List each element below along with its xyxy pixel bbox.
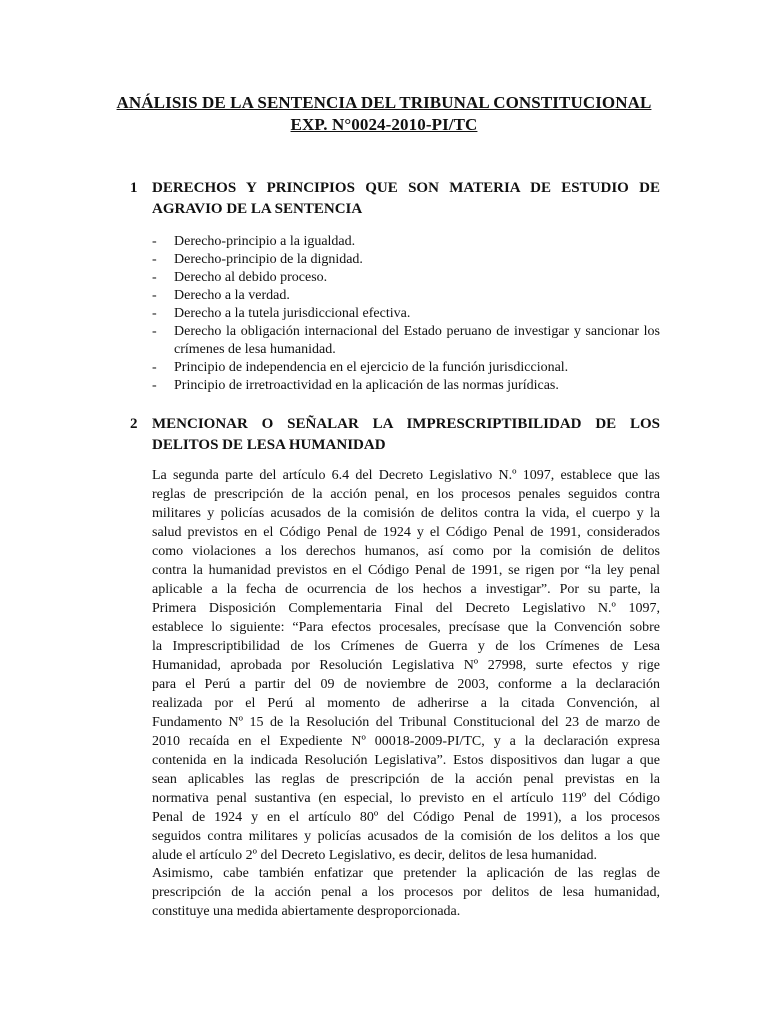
document-title-line-1: ANÁLISIS DE LA SENTENCIA DEL TRIBUNAL CONSTITUCIONAL bbox=[116, 93, 652, 112]
section-2-heading bbox=[152, 414, 660, 456]
paragraph-1-line: 2010 recaída en el Expediente Nº 00018-2009-PI/TC, y a la declaración expresa bbox=[152, 734, 660, 749]
list-item bbox=[152, 251, 660, 269]
list-item bbox=[152, 287, 660, 305]
list-item-text: Derecho a la verdad. bbox=[174, 288, 290, 303]
list-item-text: Principio de irretroactividad en la aplicación de las normas jurídicas. bbox=[174, 378, 559, 393]
list-item-text: Derecho a la tutela jurisdiccional efectiva. bbox=[174, 306, 411, 321]
bullet-dash: - bbox=[152, 306, 157, 321]
bullet-dash: - bbox=[152, 270, 157, 285]
section-2-heading-line-1: MENCIONAR O SEÑALAR LA IMPRESCRIPTIBILIDAD DE LOS bbox=[152, 416, 660, 432]
paragraph-1-line: alude el artículo 2º del Decreto Legislativo, es decir, delitos de lesa humanidad. bbox=[152, 848, 598, 863]
list-item bbox=[152, 323, 660, 359]
section-1-heading bbox=[152, 178, 660, 220]
list-item-text: Derecho al debido proceso. bbox=[174, 270, 328, 285]
paragraph-1-line: como violaciones a los derechos humanos, así como por la comisión de delitos bbox=[152, 544, 660, 559]
paragraph-1-line: seguidos contra militares y policías acusados de la comisión de los delitos a los que bbox=[152, 829, 660, 844]
paragraph-1-line: realizada por el Perú al momento de adherirse a la citada Convención, al bbox=[152, 696, 660, 711]
paragraph-2-line: constituye una medida abiertamente desproporcionada. bbox=[152, 904, 461, 919]
section-1-heading-line-1: DERECHOS Y PRINCIPIOS QUE SON MATERIA DE ESTUDIO DE bbox=[152, 180, 660, 196]
body-paragraph-1 bbox=[152, 466, 660, 865]
paragraph-1-line: normativa penal sustantiva (en especial, lo previsto en el artículo 119º del Código bbox=[152, 791, 660, 806]
paragraph-1-line: aplicable a la fecha de ocurrencia de los hechos a investigar”. Por su parte, la bbox=[152, 582, 660, 597]
list-item-text: Derecho-principio a la igualdad. bbox=[174, 234, 356, 249]
document-title-line-2: EXP. N°0024-2010-PI/TC bbox=[290, 115, 478, 134]
paragraph-1-line: Humanidad, aprobada por Resolución Legislativa Nº 27998, surte efectos y rige bbox=[152, 658, 660, 673]
bullet-dash: - bbox=[152, 378, 157, 393]
body-paragraph-2 bbox=[152, 864, 660, 921]
paragraph-1-line: para el Perú a partir del 09 de noviembre de 2003, conforme a la declaración bbox=[152, 677, 660, 692]
list-item bbox=[152, 377, 660, 395]
paragraph-1-line: reglas de prescripción de la acción penal, en los procesos penales seguidos contra bbox=[152, 487, 660, 502]
paragraph-1-line: contenida en la indicada Resolución Legislativa”. Estos dispositivos dan lugar a que bbox=[152, 753, 660, 768]
paragraph-1-line: Penal de 1924 y en el artículo 80º del Código Penal de 1991), a los procesos bbox=[152, 810, 660, 825]
bullet-dash: - bbox=[152, 234, 157, 249]
paragraph-2-line: Asimismo, cabe también enfatizar que pretender la aplicación de las reglas de bbox=[152, 866, 660, 881]
rights-principles-list bbox=[152, 233, 660, 395]
section-1-heading-line-2: AGRAVIO DE LA SENTENCIA bbox=[152, 201, 363, 217]
paragraph-1-line: salud previstos en el Código Penal de 1924 y el Código Penal de 1991, considerados bbox=[152, 525, 660, 540]
section-1-number: 1 bbox=[130, 180, 138, 196]
bullet-dash: - bbox=[152, 360, 157, 375]
list-item-text: Derecho la obligación internacional del Estado peruano de investigar y sancionar los crímenes de lesa humanidad. bbox=[174, 324, 660, 357]
list-item-text: Derecho-principio de la dignidad. bbox=[174, 252, 363, 267]
paragraph-1-line: contra la humanidad previstos en el Código Penal de 1991, se rigen por “la ley penal bbox=[152, 563, 660, 578]
paragraph-1-line: establece lo siguiente: “Para efectos procesales, precísase que la Convención sobre bbox=[152, 620, 660, 635]
list-item-text: Principio de independencia en el ejercicio de la función jurisdiccional. bbox=[174, 360, 569, 375]
bullet-dash: - bbox=[152, 324, 157, 339]
paragraph-1-line: militares y policías acusados de la comisión de delitos contra la vida, el cuerpo y la bbox=[152, 506, 660, 521]
paragraph-1-line: Primera Disposición Complementaria Final del Decreto Legislativo N.º 1097, bbox=[152, 601, 660, 616]
paragraph-1-line: La segunda parte del artículo 6.4 del Decreto Legislativo N.º 1097, establece que las bbox=[152, 468, 660, 483]
bullet-dash: - bbox=[152, 288, 157, 303]
list-item bbox=[152, 269, 660, 287]
list-item bbox=[152, 233, 660, 251]
section-2-number: 2 bbox=[130, 416, 138, 432]
bullet-dash: - bbox=[152, 252, 157, 267]
paragraph-1-line: Fundamento Nº 15 de la Resolución del Tribunal Constitucional del 23 de marzo de bbox=[152, 715, 660, 730]
list-item bbox=[152, 359, 660, 377]
paragraph-2-line: prescripción de la acción penal a los procesos por delitos de lesa humanidad, bbox=[152, 885, 660, 900]
paragraph-1-line: sean aplicables las reglas de prescripción de la acción penal previstas en la bbox=[152, 772, 660, 787]
section-2-heading-line-2: DELITOS DE LESA HUMANIDAD bbox=[152, 437, 386, 453]
paragraph-1-line: la Imprescriptibilidad de los Crímenes de Guerra y de los Crímenes de Lesa bbox=[152, 639, 660, 654]
list-item bbox=[152, 305, 660, 323]
